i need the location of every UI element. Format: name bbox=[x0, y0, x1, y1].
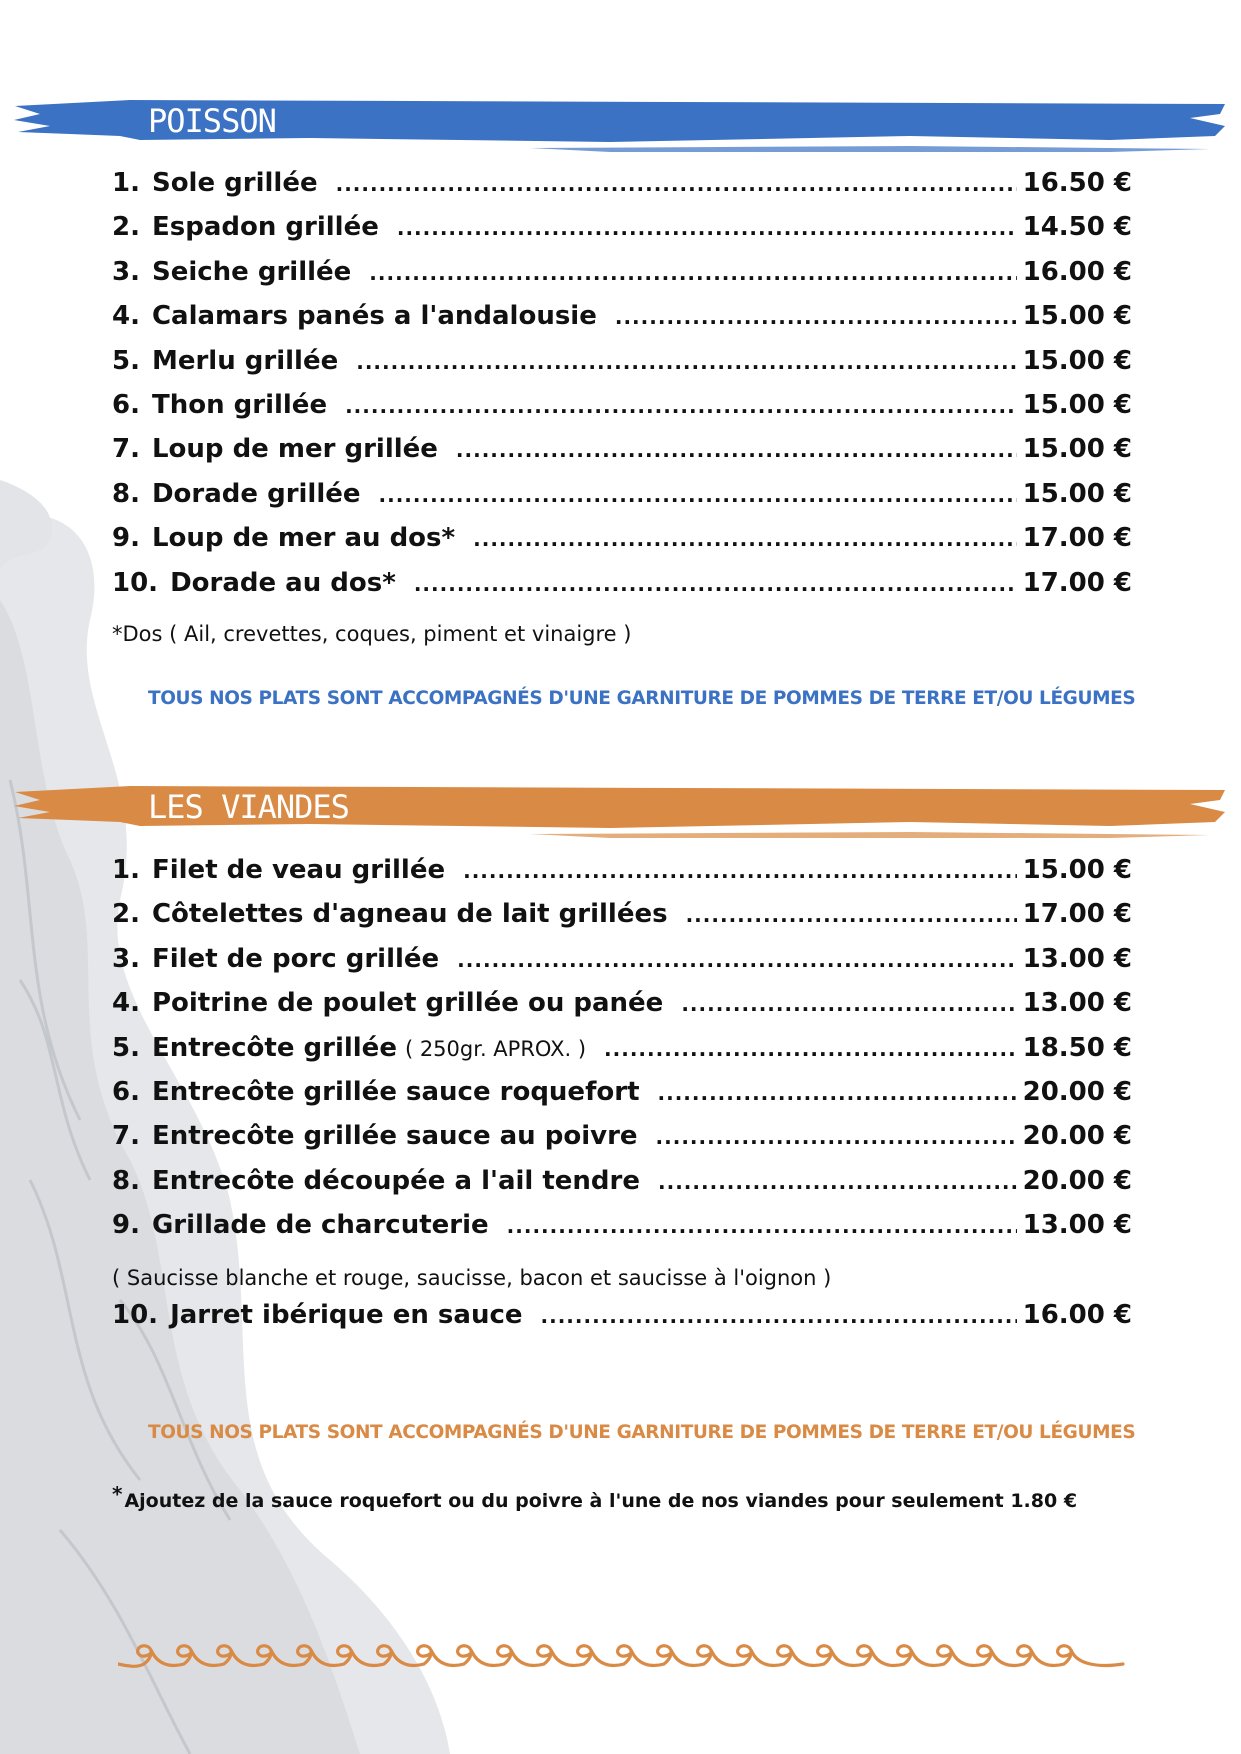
item-name: Jarret ibérique en sauce bbox=[170, 1300, 523, 1330]
item-price: 17.00 € bbox=[1022, 567, 1132, 598]
item-number: 7. bbox=[112, 434, 140, 465]
garnish-note-poisson: TOUS NOS PLATS SONT ACCOMPAGNÉS D'UNE GARNITURE DE POMMES DE TERRE ET/OU LÉGUMES bbox=[148, 688, 1136, 709]
charcuterie-detail: ( Saucisse blanche et rouge, saucisse, bacon et saucisse à l'oignon ) bbox=[112, 1266, 832, 1290]
sauce-supplement-text: Ajoutez de la sauce roquefort ou du poivre à l'une de nos viandes pour seulement 1.80 € bbox=[124, 1490, 1078, 1512]
menu-item bbox=[112, 479, 1132, 523]
item-price: 16.50 € bbox=[1022, 168, 1132, 198]
item-name: Dorade au dos* bbox=[170, 567, 396, 598]
menu-item bbox=[112, 390, 1132, 434]
item-price: 15.00 € bbox=[1022, 389, 1132, 420]
item-price: 14.50 € bbox=[1022, 212, 1132, 243]
item-price: 16.00 € bbox=[1022, 1300, 1132, 1330]
dot-leader bbox=[473, 527, 1016, 551]
menu-item bbox=[112, 1077, 1132, 1121]
item-number: 3. bbox=[112, 943, 140, 974]
item-price: 17.00 € bbox=[1022, 899, 1132, 930]
item-price: 13.00 € bbox=[1022, 1210, 1132, 1241]
menu-item bbox=[112, 257, 1132, 301]
item-price: 15.00 € bbox=[1022, 478, 1132, 509]
item-name: Côtelettes d'agneau de lait grillées bbox=[151, 899, 668, 930]
item-name: Merlu grillée bbox=[151, 345, 339, 376]
viandes-menu-list-continued bbox=[112, 1300, 1132, 1344]
item-price: 15.00 € bbox=[1022, 301, 1132, 332]
item-number: 8. bbox=[112, 478, 140, 509]
poisson-menu-list bbox=[112, 168, 1132, 612]
section-title-viandes: LES VIANDES bbox=[148, 788, 349, 826]
item-name: Filet de veau grillée bbox=[151, 855, 446, 885]
item-name: Filet de porc grillée bbox=[151, 943, 440, 974]
item-name: Dorade grillée bbox=[151, 478, 361, 509]
menu-item bbox=[112, 1300, 1132, 1344]
item-name: Espadon grillée bbox=[151, 212, 379, 243]
menu-item bbox=[112, 988, 1132, 1032]
item-name: Seiche grillée bbox=[151, 256, 352, 287]
garnish-note-viandes: TOUS NOS PLATS SONT ACCOMPAGNÉS D'UNE GARNITURE DE POMMES DE TERRE ET/OU LÉGUMES bbox=[148, 1422, 1136, 1443]
dot-leader bbox=[681, 992, 1016, 1016]
menu-item bbox=[112, 1166, 1132, 1210]
dot-leader bbox=[369, 261, 1016, 285]
dot-leader bbox=[397, 216, 1017, 240]
item-number: 1. bbox=[112, 168, 140, 198]
dot-leader bbox=[541, 1304, 1017, 1328]
dot-leader bbox=[463, 859, 1017, 883]
item-name: Entrecôte grillée sauce au poivre bbox=[151, 1121, 638, 1152]
menu-item bbox=[112, 212, 1132, 256]
menu-item bbox=[112, 1033, 1132, 1077]
menu-item bbox=[112, 523, 1132, 567]
item-number: 5. bbox=[112, 345, 140, 376]
item-name: Poitrine de poulet grillée ou panée bbox=[151, 988, 664, 1019]
footnote-star: * bbox=[112, 1482, 123, 1506]
item-number: 9. bbox=[112, 1210, 140, 1241]
item-price: 20.00 € bbox=[1022, 1165, 1132, 1196]
menu-item bbox=[112, 1121, 1132, 1165]
item-number: 8. bbox=[112, 1165, 140, 1196]
item-name: Loup de mer grillée bbox=[151, 434, 438, 465]
item-name: Entrecôte grillée bbox=[151, 1032, 397, 1063]
viandes-menu-list bbox=[112, 855, 1132, 1255]
dot-leader bbox=[658, 1170, 1017, 1194]
item-name: Thon grillée bbox=[151, 389, 328, 420]
item-name: Entrecôte grillée sauce roquefort bbox=[151, 1076, 640, 1107]
dot-leader bbox=[457, 948, 1016, 972]
dot-leader bbox=[686, 903, 1017, 927]
item-number: 1. bbox=[112, 855, 140, 885]
dot-leader bbox=[615, 305, 1017, 329]
viandes-section-banner bbox=[10, 782, 1235, 840]
dot-leader bbox=[356, 350, 1016, 374]
item-number: 9. bbox=[112, 523, 140, 554]
item-name: Sole grillée bbox=[151, 168, 318, 198]
menu-item bbox=[112, 434, 1132, 478]
wave-border-decoration bbox=[118, 1640, 1128, 1676]
dot-leader bbox=[345, 394, 1017, 418]
section-title-poisson: POISSON bbox=[148, 102, 276, 140]
weight-note: ( 250gr. APROX. ) bbox=[404, 1036, 587, 1061]
item-price: 15.00 € bbox=[1022, 345, 1132, 376]
menu-item bbox=[112, 346, 1132, 390]
poisson-section-banner bbox=[10, 96, 1235, 154]
item-number: 2. bbox=[112, 899, 140, 930]
menu-item bbox=[112, 168, 1132, 212]
item-price: 17.00 € bbox=[1022, 523, 1132, 554]
item-price: 20.00 € bbox=[1022, 1121, 1132, 1152]
item-price: 18.50 € bbox=[1022, 1032, 1132, 1063]
item-number: 3. bbox=[112, 256, 140, 287]
item-number: 7. bbox=[112, 1121, 140, 1152]
menu-item bbox=[112, 855, 1132, 899]
menu-item bbox=[112, 301, 1132, 345]
menu-item bbox=[112, 568, 1132, 612]
item-price: 13.00 € bbox=[1022, 988, 1132, 1019]
dot-leader bbox=[456, 438, 1017, 462]
item-price: 16.00 € bbox=[1022, 256, 1132, 287]
item-price: 15.00 € bbox=[1022, 434, 1132, 465]
item-name: Entrecôte découpée a l'ail tendre bbox=[151, 1165, 641, 1196]
item-number: 5. bbox=[112, 1032, 140, 1063]
item-price: 20.00 € bbox=[1022, 1076, 1132, 1107]
item-number: 4. bbox=[112, 988, 140, 1019]
item-number: 2. bbox=[112, 212, 140, 243]
item-price: 15.00 € bbox=[1022, 855, 1132, 885]
dos-footnote: *Dos ( Ail, crevettes, coques, piment et vinaigre ) bbox=[112, 622, 632, 646]
dot-leader bbox=[507, 1214, 1017, 1238]
item-number: 6. bbox=[112, 1076, 140, 1107]
menu-item bbox=[112, 899, 1132, 943]
dot-leader bbox=[414, 572, 1017, 596]
sauce-supplement-note bbox=[112, 1482, 1078, 1512]
menu-item bbox=[112, 944, 1132, 988]
item-number: 10. bbox=[112, 567, 159, 598]
menu-item bbox=[112, 1210, 1132, 1254]
dot-leader bbox=[658, 1081, 1017, 1105]
item-name: Loup de mer au dos* bbox=[151, 523, 456, 554]
item-number: 10. bbox=[112, 1300, 159, 1330]
item-number: 4. bbox=[112, 301, 140, 332]
item-name: Grillade de charcuterie bbox=[151, 1210, 489, 1241]
dot-leader bbox=[656, 1125, 1017, 1149]
item-name: Calamars panés a l'andalousie bbox=[151, 301, 597, 332]
dot-leader bbox=[379, 483, 1017, 507]
dot-leader bbox=[336, 172, 1017, 196]
dot-leader bbox=[604, 1037, 1017, 1061]
item-number: 6. bbox=[112, 389, 140, 420]
item-price: 13.00 € bbox=[1022, 943, 1132, 974]
